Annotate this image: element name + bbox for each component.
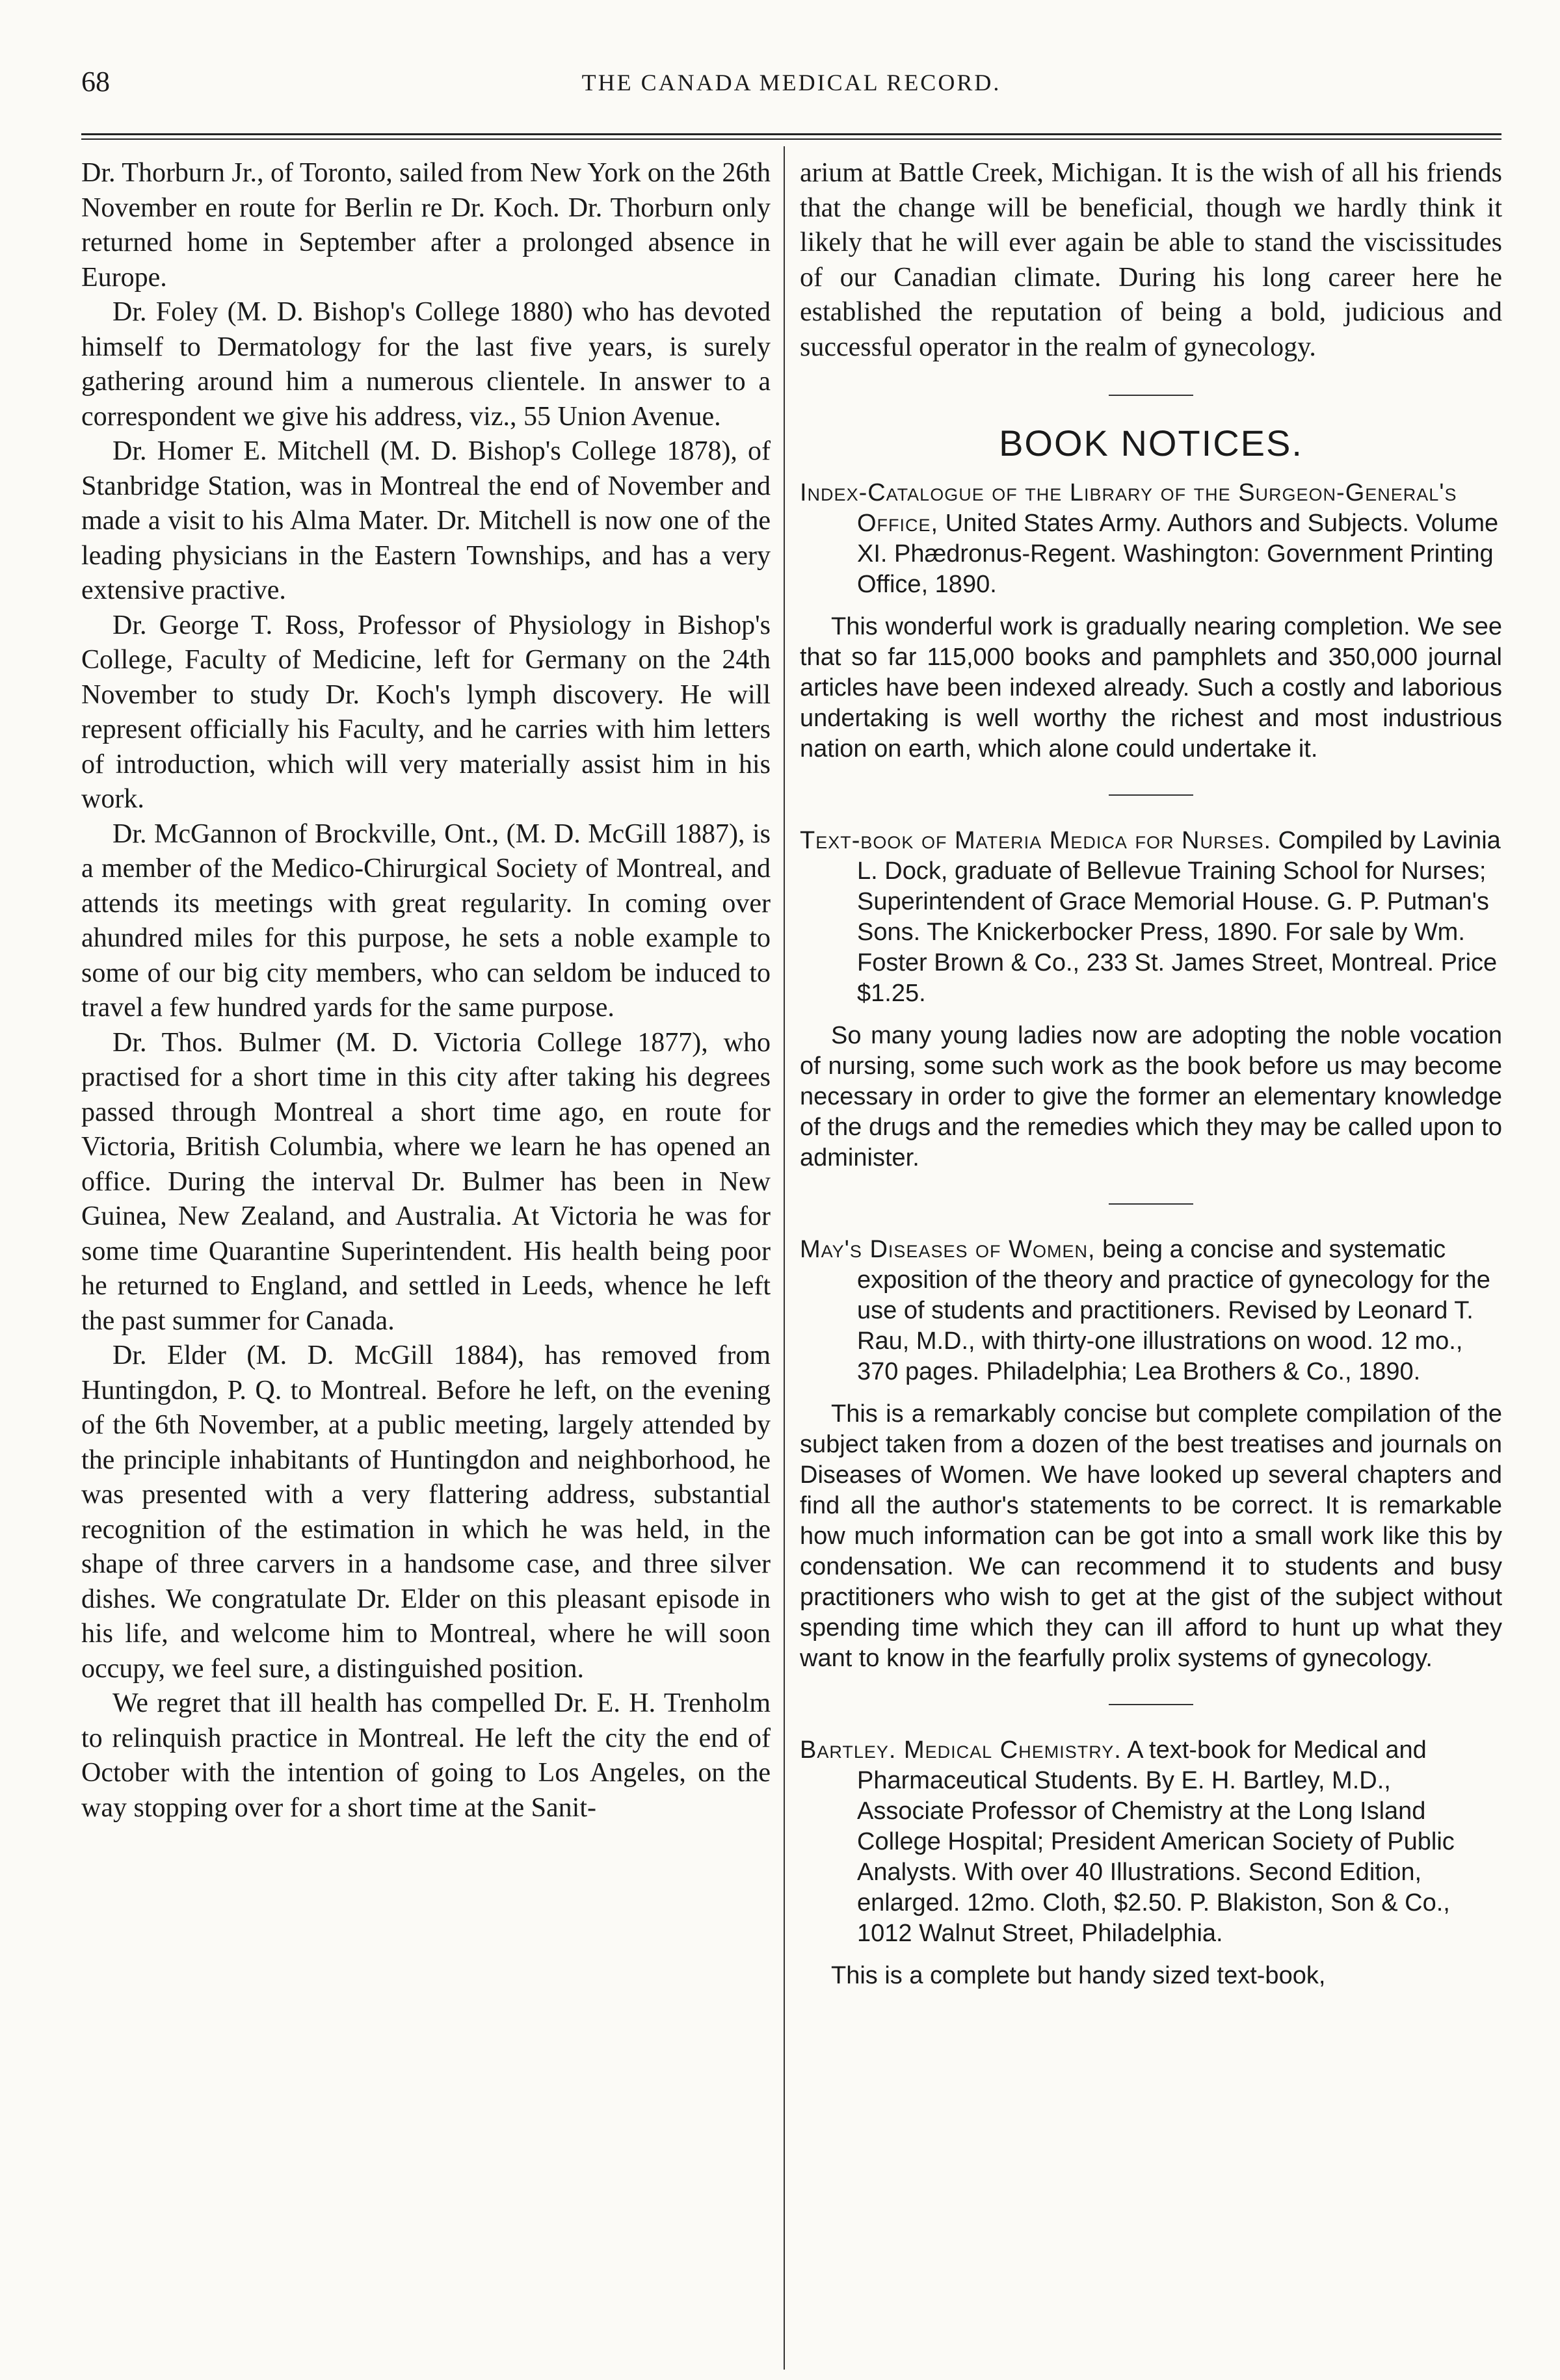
book-details: Compiled by Lavinia L. Dock, graduate of Bellevue Training School for Nurses; Superintendent of Grace Memorial House. G. P. Putman's Sons. The Knickerbocker Press, 1890. For sale by Wm. Foster Brown & Co., 233 St. James Street, Montreal. Price $1.25. <box>857 826 1501 1007</box>
book-notice <box>800 826 1502 1173</box>
header-rule <box>81 133 1501 135</box>
column-divider <box>784 146 785 2370</box>
news-item-bulmer: Dr. Thos. Bulmer (M. D. Victoria College 1877), who practised for a short time in this city after taking his degrees passed through Montreal a short time ago, en route for Victoria, British Columbia, where we learn he has opened an office. During the interval Dr. Bulmer has been in New Guinea, New Zealand, and Australia. At Victoria he was for some time Quarantine Superintendent. His health being poor he returned to England, and settled in Leeds, whence he left the past summer for Canada. <box>81 1027 771 1336</box>
section-heading: BOOK NOTICES. <box>999 423 1303 464</box>
section-separator <box>1109 395 1193 396</box>
book-citation <box>800 1235 1502 1387</box>
news-item-mcgannon: Dr. McGannon of Brockville, Ont., (M. D. McGill 1887), is a member of the Medico-Chirurgical Society of Montreal, and attends its meetings with great regularity. In coming over ahundred miles for this purpose, he sets a noble example to some of our big city members, who can seldom be induced to travel a few hundred yards for the same purpose. <box>81 818 771 1023</box>
news-item-thorburn: Dr. Thorburn Jr., of Toronto, sailed from New York on the 26th November en route for Berlin re Dr. Koch. Dr. Thorburn only returned home in September after a prolonged absence in Europe. <box>81 158 771 293</box>
book-details: A text-book for Medical and Pharmaceutical Students. By E. H. Bartley, M.D., Associate Professor of Chemistry at the Long Island College Hospital; President American Society of Public Analysts. With over 40 Illustrations. Second Edition, enlarged. 12mo. Cloth, $2.50. P. Blakiston, Son & Co., 1012 Walnut Street, Philadelphia. <box>857 1736 1455 1947</box>
notice-separator <box>1109 1203 1193 1205</box>
book-review: This is a complete but handy sized text-book, <box>831 1961 1326 1989</box>
book-citation <box>800 826 1502 1009</box>
book-notice <box>800 478 1502 765</box>
book-review: So many young ladies now are adopting the noble vocation of nursing, some such work as the book before us may become necessary in order to give the former an elementary knowledge of the drugs and the remedies which they may be called upon to administer. <box>800 1021 1502 1171</box>
running-title: THE CANADA MEDICAL RECORD. <box>581 70 1001 96</box>
news-item-foley: Dr. Foley (M. D. Bishop's College 1880) who has devoted himself to Dermatology for the last five years, is surely gathering around him a numerous clientele. In answer to a correspondent we give his address, viz., 55 Union Avenue. <box>81 297 771 432</box>
book-details: United States Army. Authors and Subjects. Volume XI. Phædronus-Regent. Washington: Government Printing Office, 1890. <box>857 509 1499 598</box>
page-header <box>81 65 1501 104</box>
news-item-trenholm-continued: arium at Battle Creek, Michigan. It is the wish of all his friends that the change will be beneficial, though we hardly think it likely that he will ever again be able to stand the viscissitudes of our Canadian climate. During his long career here he established the reputation of being a bold, judicious and successful operator in the realm of gynecology. <box>800 158 1502 362</box>
notice-separator <box>1109 1704 1193 1705</box>
news-item-trenholm: We regret that ill health has compelled Dr. E. H. Trenholm to relinquish practice in Montreal. He left the city the end of October with the intention of going to Los Angeles, on the way stopping over for a short time at the Sanit- <box>81 1688 771 1823</box>
book-citation <box>800 478 1502 600</box>
book-review: This wonderful work is gradually nearing completion. We see that so far 115,000 books and pamphlets and 350,000 journal articles have been indexed already. Such a costly and laborious undertaking is well worthy the richest and most industrious nation on earth, which alone could undertake it. <box>800 612 1502 763</box>
book-notice <box>800 1235 1502 1674</box>
right-column <box>800 156 1502 1991</box>
news-item-mitchell: Dr. Homer E. Mitchell (M. D. Bishop's College 1878), of Stanbridge Station, was in Montreal the end of November and made a visit to his Alma Mater. Dr. Mitchell is now one of the leading physicians in the Eastern Townships, and has a very extensive practive. <box>81 436 771 605</box>
book-title: May's Diseases of Women, <box>800 1235 1096 1263</box>
header-rule-thin <box>81 138 1501 140</box>
page-number: 68 <box>81 66 110 98</box>
book-title: Bartley. Medical Chemistry. <box>800 1736 1122 1764</box>
book-citation <box>800 1735 1502 1949</box>
book-review: This is a remarkably concise but complete compilation of the subject taken from a dozen of the best treatises and journals on Diseases of Women. We have looked up several chapters and find all the author's statements to be correct. It is remarkable how much information can be got into a small work like this by condensation. We can recommend it to students and busy practitioners who wish to get at the gist of the subject without spending time which they can ill afford to hunt up what they want to know in the fearfully prolix systems of gynecology. <box>800 1400 1502 1672</box>
book-title: Index-Catalogue of the Library of the Surgeon-General's Office, <box>800 478 1457 537</box>
notice-separator <box>1109 794 1193 796</box>
news-item-ross: Dr. George T. Ross, Professor of Physiology in Bishop's College, Faculty of Medicine, left for Germany on the 24th November to study Dr. Koch's lymph discovery. He will represent officially his Faculty, and he carries with him letters of introduction, which will very materially assist him in his work. <box>81 610 771 814</box>
book-notice <box>800 1735 1502 1991</box>
book-details: being a concise and systematic exposition of the theory and practice of gynecology for the use of students and practitioners. Revised by Leonard T. Rau, M.D., with thirty-one illustrations on wood. 12 mo., 370 pages. Philadelphia; Lea Brothers & Co., 1890. <box>857 1235 1490 1385</box>
news-item-elder: Dr. Elder (M. D. McGill 1884), has removed from Huntingdon, P. Q. to Montreal. Before he left, on the evening of the 6th November, at a public meeting, largely attended by the principle inhabitants of Huntingdon and neighborhood, he was presented with a very flattering address, substantial recognition of the estimation in which he was held, in the shape of three carvers in a handsome case, and three silver dishes. We congratulate Dr. Elder on this pleasant episode in his life, and welcome him to Montreal, where he will soon occupy, we feel sure, a distinguished position. <box>81 1340 771 1684</box>
left-column <box>81 156 771 1825</box>
book-title: Text-book of Materia Medica for Nurses. <box>800 826 1272 854</box>
